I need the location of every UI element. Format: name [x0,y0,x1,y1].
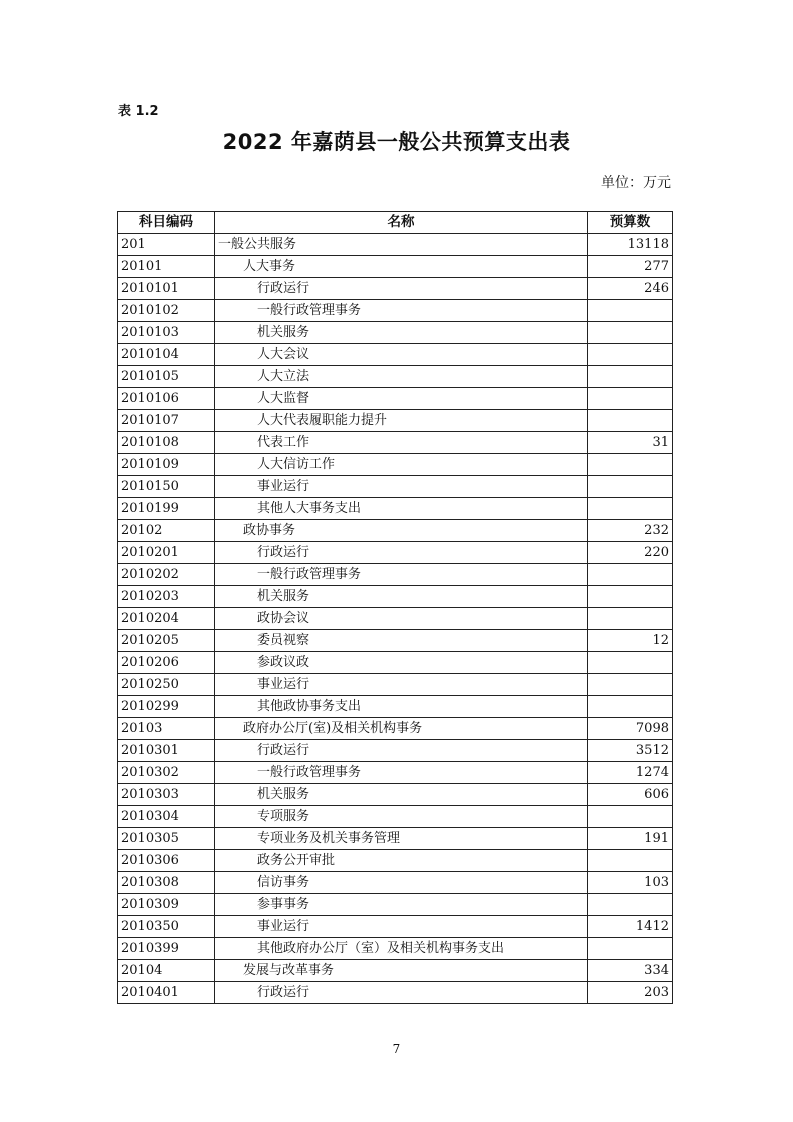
row-name: 一般行政管理事务 [215,300,588,322]
row-code: 20102 [118,520,215,542]
header-amount: 预算数 [588,212,673,234]
row-amount [588,498,673,520]
table-row [118,388,673,410]
row-amount: 3512 [588,740,673,762]
row-code: 2010205 [118,630,215,652]
row-code: 20104 [118,960,215,982]
row-name: 代表工作 [215,432,588,454]
table-row [118,916,673,938]
table-row [118,806,673,828]
row-name: 事业运行 [215,476,588,498]
unit-label: 单位：万元 [601,175,671,191]
row-code: 20101 [118,256,215,278]
table-row [118,982,673,1004]
row-amount: 277 [588,256,673,278]
row-name: 机关服务 [215,784,588,806]
row-name: 人大事务 [215,256,588,278]
table-row [118,410,673,432]
row-amount [588,388,673,410]
table-row [118,542,673,564]
row-name: 一般公共服务 [215,234,588,256]
row-amount: 334 [588,960,673,982]
row-name: 信访事务 [215,872,588,894]
table-row [118,762,673,784]
table-row [118,872,673,894]
row-name: 一般行政管理事务 [215,564,588,586]
table-row [118,476,673,498]
row-name: 专项服务 [215,806,588,828]
row-amount: 31 [588,432,673,454]
budget-table [117,211,673,1004]
table-row [118,784,673,806]
table-row [118,432,673,454]
table-row [118,586,673,608]
row-name: 人大监督 [215,388,588,410]
row-amount [588,564,673,586]
row-amount: 7098 [588,718,673,740]
row-name: 政协会议 [215,608,588,630]
row-code: 2010203 [118,586,215,608]
table-row [118,564,673,586]
table-row [118,740,673,762]
row-name: 行政运行 [215,278,588,300]
row-code: 2010399 [118,938,215,960]
row-name: 机关服务 [215,322,588,344]
row-amount [588,894,673,916]
table-row [118,520,673,542]
row-name: 其他政协事务支出 [215,696,588,718]
row-amount [588,806,673,828]
row-amount [588,674,673,696]
table-row [118,652,673,674]
row-code: 2010309 [118,894,215,916]
row-code: 2010350 [118,916,215,938]
row-amount [588,322,673,344]
row-amount: 1274 [588,762,673,784]
header-name: 名称 [215,212,588,234]
row-amount [588,938,673,960]
row-code: 2010105 [118,366,215,388]
row-code: 2010401 [118,982,215,1004]
page-number: 7 [392,1042,401,1056]
row-name: 一般行政管理事务 [215,762,588,784]
row-amount: 191 [588,828,673,850]
row-name: 行政运行 [215,542,588,564]
row-name: 参事事务 [215,894,588,916]
row-amount: 232 [588,520,673,542]
table-row [118,256,673,278]
row-amount [588,608,673,630]
row-amount: 203 [588,982,673,1004]
table-row [118,850,673,872]
table-header-row [118,212,673,234]
row-code: 2010201 [118,542,215,564]
row-code: 2010304 [118,806,215,828]
row-name: 其他政府办公厅（室）及相关机构事务支出 [215,938,588,960]
row-name: 政协事务 [215,520,588,542]
row-name: 政府办公厅(室)及相关机构事务 [215,718,588,740]
table-row [118,366,673,388]
header-code: 科目编码 [118,212,215,234]
row-code: 2010301 [118,740,215,762]
table-row [118,300,673,322]
row-code: 2010204 [118,608,215,630]
row-amount: 606 [588,784,673,806]
row-code: 2010109 [118,454,215,476]
row-code: 2010150 [118,476,215,498]
row-name: 事业运行 [215,674,588,696]
row-code: 201 [118,234,215,256]
table-label: 表 1.2 [118,104,159,119]
table-row [118,454,673,476]
row-name: 机关服务 [215,586,588,608]
row-name: 发展与改革事务 [215,960,588,982]
row-code: 2010299 [118,696,215,718]
table-row [118,696,673,718]
row-amount [588,344,673,366]
row-name: 人大会议 [215,344,588,366]
row-name: 行政运行 [215,982,588,1004]
row-name: 其他人大事务支出 [215,498,588,520]
row-amount: 13118 [588,234,673,256]
row-amount [588,652,673,674]
row-code: 2010199 [118,498,215,520]
table-row [118,718,673,740]
row-amount [588,300,673,322]
table-row [118,498,673,520]
row-amount [588,850,673,872]
row-code: 2010308 [118,872,215,894]
page-title: 2022 年嘉荫县一般公共预算支出表 [222,130,571,154]
row-code: 2010302 [118,762,215,784]
row-name: 政务公开审批 [215,850,588,872]
row-amount: 12 [588,630,673,652]
row-name: 委员视察 [215,630,588,652]
row-amount [588,410,673,432]
row-amount [588,454,673,476]
row-amount: 246 [588,278,673,300]
row-name: 参政议政 [215,652,588,674]
row-name: 专项业务及机关事务管理 [215,828,588,850]
row-code: 2010102 [118,300,215,322]
row-code: 2010206 [118,652,215,674]
row-code: 2010305 [118,828,215,850]
row-amount [588,586,673,608]
row-code: 2010303 [118,784,215,806]
table-row [118,894,673,916]
row-code: 2010101 [118,278,215,300]
row-code: 2010104 [118,344,215,366]
row-code: 2010103 [118,322,215,344]
row-amount: 1412 [588,916,673,938]
row-name: 行政运行 [215,740,588,762]
table-body [118,234,673,1004]
row-code: 2010106 [118,388,215,410]
row-amount [588,476,673,498]
table-row [118,938,673,960]
row-code: 2010250 [118,674,215,696]
row-code: 2010202 [118,564,215,586]
row-code: 2010107 [118,410,215,432]
row-amount [588,696,673,718]
row-amount: 220 [588,542,673,564]
row-code: 2010108 [118,432,215,454]
table-row [118,322,673,344]
table-row [118,674,673,696]
table-row [118,344,673,366]
row-name: 人大立法 [215,366,588,388]
row-code: 20103 [118,718,215,740]
table-row [118,608,673,630]
row-amount [588,366,673,388]
table-row [118,278,673,300]
row-code: 2010306 [118,850,215,872]
row-name: 人大信访工作 [215,454,588,476]
table-row [118,828,673,850]
row-amount: 103 [588,872,673,894]
table-row [118,960,673,982]
table-row [118,630,673,652]
table-row [118,234,673,256]
row-name: 事业运行 [215,916,588,938]
row-name: 人大代表履职能力提升 [215,410,588,432]
